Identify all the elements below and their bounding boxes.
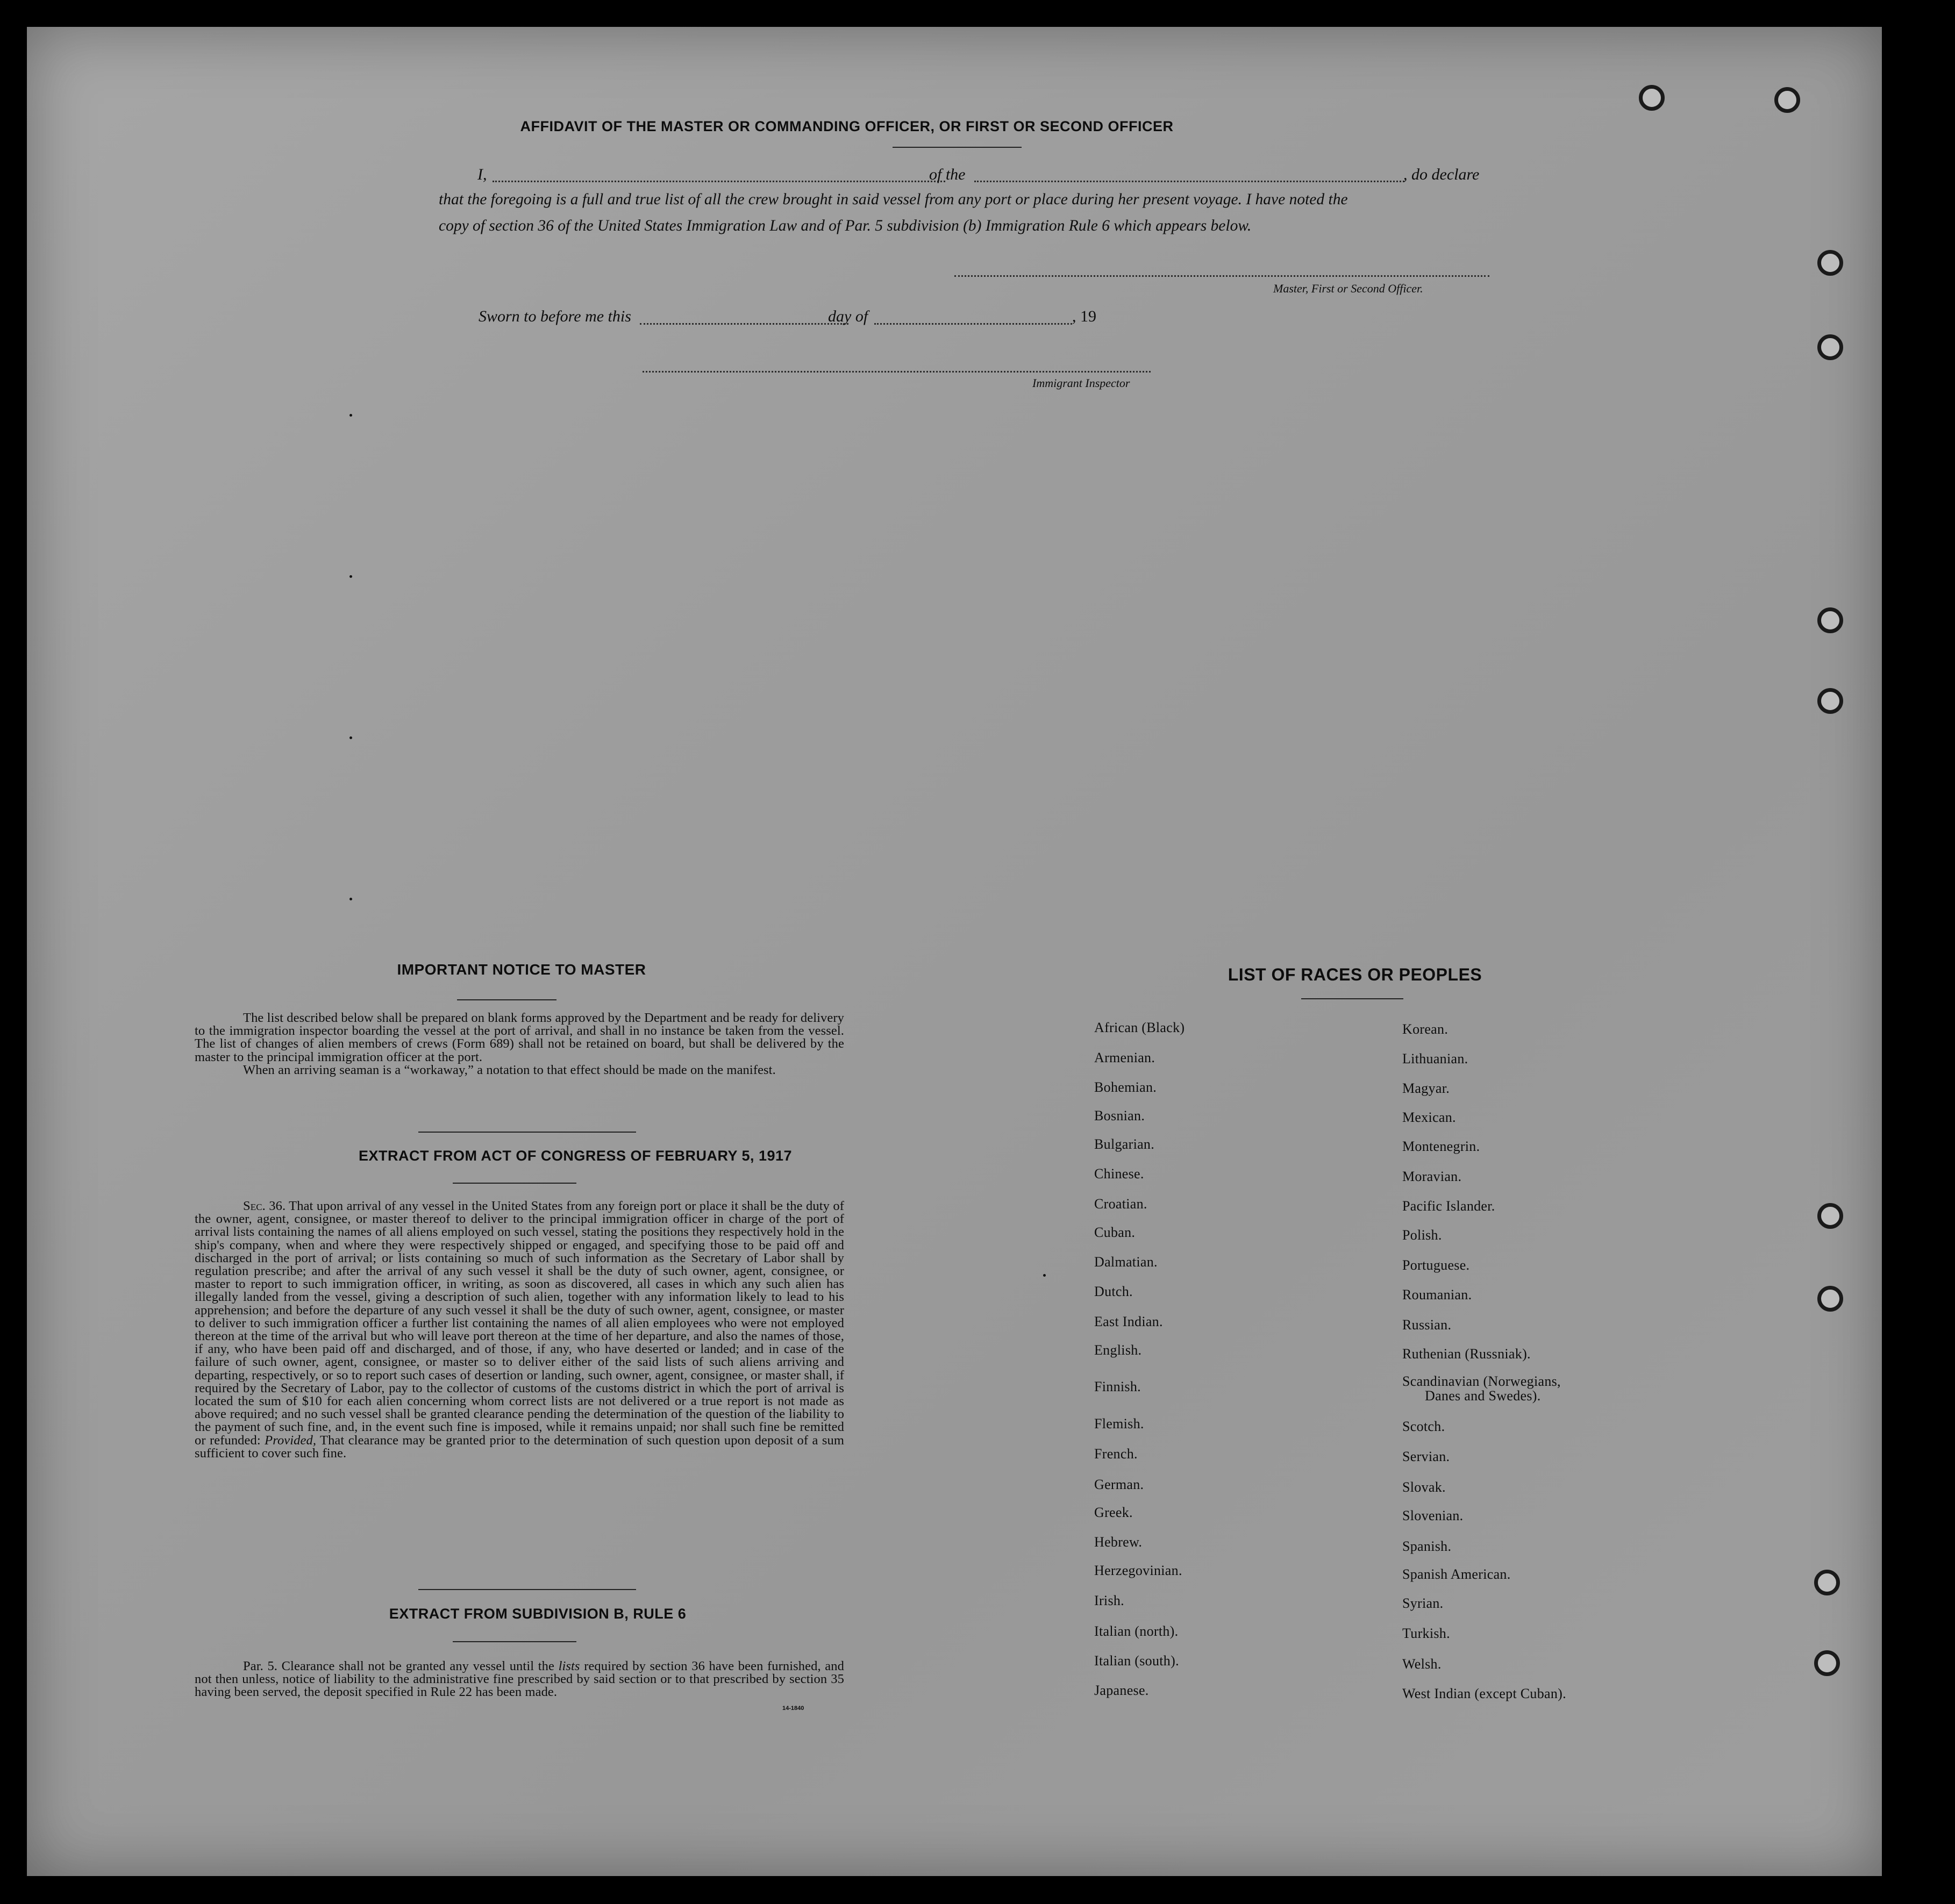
race-item: Ruthenian (Russniak). [1402,1346,1531,1362]
race-item: Mexican. [1402,1110,1456,1125]
affidavit-name-field[interactable] [493,181,945,182]
affidavit-line1-of: of the [929,166,966,183]
race-item: Herzegovinian. [1094,1563,1182,1578]
race-item: Montenegrin. [1402,1139,1480,1154]
race-item: Scandinavian (Norwegians, [1402,1373,1561,1389]
margin-speck [349,736,352,739]
extract-act-title: EXTRACT FROM ACT OF CONGRESS OF FEBRUARY 5, 1917 [358,1148,793,1164]
notice-body [195,1012,844,1077]
binder-hole-icon [1817,250,1843,276]
race-item: Dutch. [1094,1284,1133,1299]
affidavit-line1-i: I, [477,166,487,183]
race-item: Spanish. [1402,1538,1452,1554]
sworn-month-field[interactable] [874,323,1072,325]
race-item: Slovak. [1402,1479,1446,1495]
race-item-continuation: Danes and Swedes). [1425,1388,1541,1404]
race-item: Bulgarian. [1094,1136,1155,1152]
extract-act-end-rule [418,1589,636,1590]
race-item: Spanish American. [1402,1566,1511,1582]
race-item: Croatian. [1094,1196,1147,1212]
race-item: Moravian. [1402,1169,1462,1184]
race-item: Slovenian. [1402,1508,1464,1523]
inspector-signature-line[interactable] [643,371,1151,373]
races-title: LIST OF RACES OR PEOPLES [1228,965,1482,984]
inspector-label: Immigrant Inspector [1032,376,1130,390]
affidavit-title: AFFIDAVIT OF THE MASTER OR COMMANDING OFFICER, OR FIRST OR SECOND OFFICER [520,118,1174,134]
affidavit-line3: copy of section 36 of the United States Immigration Law and of Par. 5 subdivision (b) Immigration Rule 6 which appears below. [439,217,1252,234]
binder-hole-icon [1814,1570,1840,1595]
race-item: Finnish. [1094,1379,1141,1394]
affidavit-title-rule [893,147,1022,148]
race-item: Chinese. [1094,1166,1144,1182]
sworn-year: , 19 [1072,307,1096,325]
race-item: Japanese. [1094,1683,1149,1698]
binder-hole-icon [1639,85,1665,111]
race-item: Hebrew. [1094,1534,1143,1550]
race-item: Portuguese. [1402,1257,1470,1273]
binder-hole-icon [1817,1286,1843,1312]
sworn-day-of: day of [828,307,868,325]
extract-rule-title-rule [453,1641,576,1642]
race-item: Bosnian. [1094,1108,1145,1123]
extract-act-title-rule [453,1183,576,1184]
race-item: Welsh. [1402,1656,1442,1672]
notice-paragraph-1: The list described below shall be prepared on blank forms approved by the Department and be ready for delivery to the immigration inspector boarding the vessel at the port of arrival, and shall in no instance be taken from the vessel. The list of changes of alien members of crews (Form 689) shall not be retained on board, but shall be delivered by the master to the principal immigration officer at the port. [195,1011,844,1064]
race-item: Lithuanian. [1402,1051,1468,1066]
margin-speck [1043,1274,1046,1277]
notice-end-rule [418,1132,636,1133]
extract-rule-title: EXTRACT FROM SUBDIVISION B, RULE 6 [389,1606,687,1622]
race-item: Italian (north). [1094,1623,1179,1639]
race-item: Greek. [1094,1505,1133,1520]
binder-hole-icon [1814,1650,1840,1676]
rule-paragraph [195,1660,844,1699]
extract-rule-body [195,1660,844,1699]
race-item: Scotch. [1402,1419,1445,1434]
race-item: Servian. [1402,1449,1450,1464]
rule-text: Par. 5. Clearance shall not be granted any vessel until the [243,1659,554,1673]
race-item: German. [1094,1477,1144,1492]
margin-speck [349,575,352,578]
race-item: West Indian (except Cuban). [1402,1686,1566,1701]
race-item: East Indian. [1094,1314,1163,1329]
section-36-paragraph [195,1200,844,1460]
master-signature-label: Master, First or Second Officer. [1273,282,1423,295]
race-item: Roumanian. [1402,1287,1472,1302]
race-item: Cuban. [1094,1225,1136,1240]
lists-word: lists [558,1659,580,1673]
binder-hole-icon [1774,87,1800,113]
race-item: French. [1094,1446,1138,1462]
binder-hole-icon [1817,607,1843,633]
binder-hole-icon [1817,688,1843,714]
race-item: Syrian. [1402,1595,1444,1611]
race-item: Italian (south). [1094,1653,1179,1669]
sworn-date-field[interactable] [640,323,848,325]
section-text-end: That clearance may be granted prior to the determination of such question upon deposit of a sum sufficient to cover such fine. [195,1433,844,1461]
form-code: 14-1840 [782,1705,804,1712]
affidavit-line2: that the foregoing is a full and true list of all the crew brought in said vessel from any port or place during her present voyage. I have noted the [439,191,1348,208]
notice-paragraph-2: When an arriving seaman is a “workaway,” a notation to that effect should be made on the manifest. [243,1062,776,1077]
notice-title-rule [457,999,556,1000]
race-item: Polish. [1402,1227,1442,1243]
section-label: Sec. 36. [243,1199,286,1213]
section-text: That upon arrival of any vessel in the United States from any foreign port or place it shall be the duty of the owner, agent, consignee, or master thereof to deliver to the principal immigration officer in charge of the port of arrival lists containing the names of all aliens employed on such vessel, stating the positions they respectively hold in the ship's company, when and where they were respectively shipped or engaged, and specifying those to be paid off and discharged in the port of arrival; or lists containing so much of such information as the Secretary of Labor shall by regulation prescribe; and after the arrival of any such vessel it shall be the duty of such owner, agent, consignee, or master to report to such immigration officer, in writing, as soon as discovered, all cases in which any such alien has illegally landed from the vessel, giving a description of such alien, together with any information likely to lead to his apprehension; and before the departure of any such vessel it shall be the duty of such owner, agent, consignee, or master to deliver to such immigration officer a further list containing the names of all alien employees who were not employed thereon at the time of the arrival but who will leave port thereon at the time of her departure, and also the names of those, if any, who have been paid off and discharged, and of those, if any, who have deserted or landed; and in case of the failure of such owner, agent, consignee, or master so to deliver either of the said lists of such aliens arriving and departing, respectively, or so to report such cases of desertion or landing, such owner, agent, consignee, or master shall, if required by the Secretary of Labor, pay to the collector of customs of the customs district in which the port of arrival is located the sum of $10 for each alien concerning whom correct lists are not delivered or a true report is not made as above required; and no such vessel shall be granted clearance pending the determination of the question of the liability to the payment of such fine, and, in the event such fine is imposed, while it remains unpaid; nor shall such fine be remitted or refunded: [195,1199,844,1448]
races-title-rule [1301,998,1403,999]
race-item: Armenian. [1094,1050,1155,1065]
race-item: African (Black) [1094,1020,1185,1035]
race-item: Magyar. [1402,1080,1450,1096]
provided-word: Provided, [265,1433,317,1448]
race-item: English. [1094,1342,1142,1358]
race-item: Korean. [1402,1021,1449,1037]
race-item: Bohemian. [1094,1079,1157,1095]
sworn-prefix: Sworn to before me this [479,307,631,325]
race-item: Russian. [1402,1317,1452,1333]
race-item: Turkish. [1402,1626,1450,1641]
document-page [27,27,1882,1876]
margin-speck [349,414,352,417]
rule-text-end: required by section 36 have been furnished, and not then unless, notice of liability to the administrative fine prescribed by said section or to that prescribed by section 35 having been served, the deposit specified in Rule 22 has been made. [195,1659,844,1700]
race-item: Pacific Islander. [1402,1198,1495,1214]
affidavit-vessel-field[interactable] [974,181,1404,182]
margin-speck [349,898,352,900]
race-item: Irish. [1094,1593,1124,1608]
notice-title: IMPORTANT NOTICE TO MASTER [397,961,646,978]
affidavit-line1-declare: , do declare [1403,166,1480,183]
master-signature-line[interactable] [954,275,1489,277]
race-item: Dalmatian. [1094,1254,1158,1270]
binder-hole-icon [1817,334,1843,360]
race-item: Flemish. [1094,1416,1144,1431]
binder-hole-icon [1817,1203,1843,1229]
extract-act-body [195,1200,844,1460]
